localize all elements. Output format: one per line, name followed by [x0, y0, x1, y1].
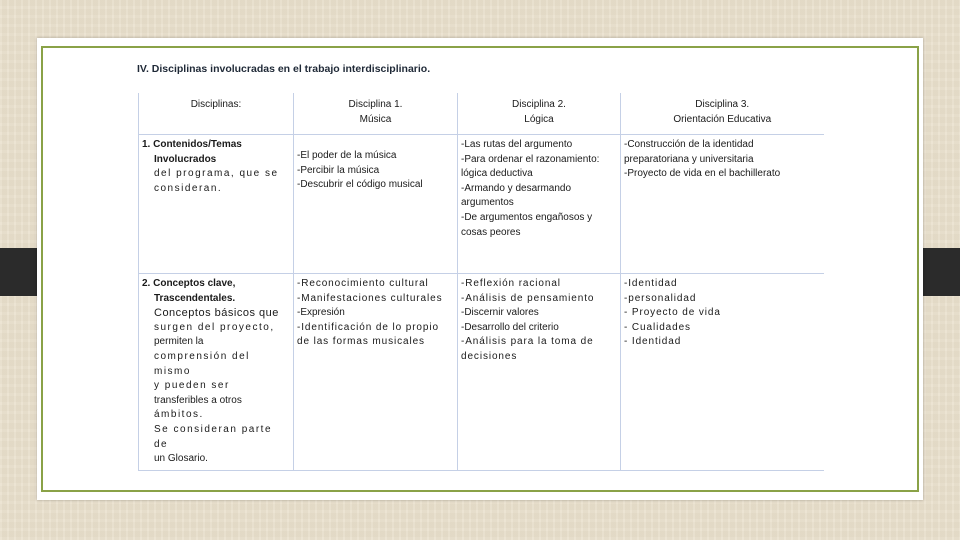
section-title: IV. Disciplinas involucradas en el trabajo interdisciplinario.	[137, 63, 431, 75]
slide	[37, 38, 923, 500]
header-discipline-3: Disciplina 3. Orientación Educativa	[621, 93, 824, 135]
header-discipline-2: Disciplina 2. Lógica	[458, 93, 621, 135]
row-label-concepts: 2. Conceptos clave, Trascendentales. Conceptos básicos que surgen del proyecto, permiten la comprensión del mismo y pueden ser transferibles a otros ámbitos. Se consideran parte de un Glosario.	[139, 274, 294, 471]
header-discipline-1: Disciplina 1. Música	[294, 93, 458, 135]
table-row	[139, 135, 824, 274]
cell-orientation-contents: -Construcción de la identidad preparatoriana y universitaria -Proyecto de vida en el bachillerato	[621, 135, 824, 274]
header-disciplinas: Disciplinas:	[139, 93, 294, 135]
table-row	[139, 274, 824, 471]
cell-orientation-concepts: -Identidad -personalidad - Proyecto de vida - Cualidades - Identidad	[621, 274, 824, 471]
cell-music-concepts: -Reconocimiento cultural -Manifestaciones culturales -Expresión -Identificación de lo propio de las formas musicales	[294, 274, 458, 471]
disciplines-table	[138, 93, 824, 471]
row-label-contents: 1. Contenidos/Temas Involucrados del programa, que se consideran.	[139, 135, 294, 274]
cell-logic-concepts: -Reflexión racional -Análisis de pensamiento -Discernir valores -Desarrollo del criterio -Análisis para la toma de decisiones	[458, 274, 621, 471]
header-row	[139, 93, 824, 135]
cell-logic-contents: -Las rutas del argumento -Para ordenar el razonamiento: lógica deductiva -Armando y desarmando argumentos -De argumentos engañosos y cosas peores	[458, 135, 621, 274]
cell-music-contents: -El poder de la música -Percibir la música -Descubrir el código musical	[294, 135, 458, 274]
